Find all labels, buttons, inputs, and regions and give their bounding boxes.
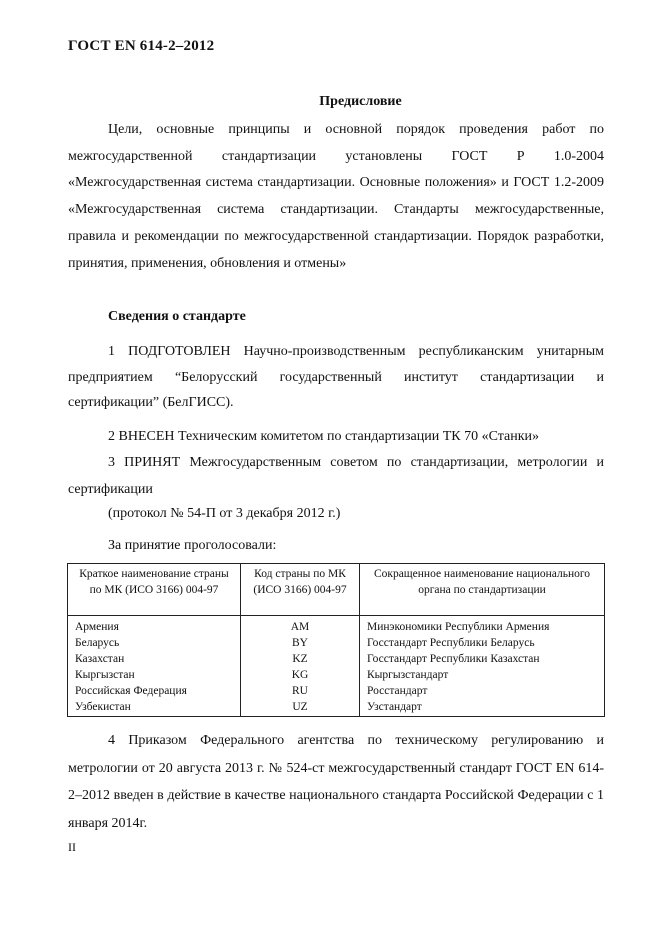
- country-name-cell: Российская Федерация: [68, 684, 241, 700]
- national-body-cell: Госстандарт Республики Беларусь: [360, 636, 605, 652]
- document-header: ГОСТ EN 614-2–2012: [68, 38, 215, 54]
- item-4-paragraph: 4 Приказом Федерального агентства по техническому регулированию и метрологии от 20 августа 2013 г. № 524-ст межгосударственный стандарт ГОСТ EN 614-2–2012 введен в действие в качестве национального стандарта Российской Федерации с 1 января 2014г.: [68, 733, 604, 832]
- table-row: [68, 668, 605, 684]
- table-row: [68, 700, 605, 717]
- table-row: [68, 684, 605, 700]
- national-body-cell: Минэкономики Республики Армения: [360, 616, 605, 637]
- country-name-cell: Беларусь: [68, 636, 241, 652]
- country-name-cell: Казахстан: [68, 652, 241, 668]
- page-number: II: [68, 840, 76, 854]
- voted-label: За принятие проголосовали:: [108, 538, 277, 553]
- national-body-cell: Госстандарт Республики Казахстан: [360, 652, 605, 668]
- header-country-name: Краткое наименование страны по МК (ИСО 3166) 004-97: [68, 564, 241, 616]
- intro-paragraph: Цели, основные принципы и основной порядок проведения работ по межгосударственной стандартизации установлены ГОСТ Р 1.0-2004 «Межгосударственная система стандартизации. Основные положения» и ГОСТ 1.2-2009 «Межгосударственная система стандартизации. Стандарты межгосударственные, правила и рекомендации по межгосударственной стандартизации. Порядок разработки, принятия, применения, обновления и отмены»: [68, 122, 604, 271]
- national-body-cell: Узстандарт: [360, 700, 605, 717]
- item-3-paragraph: 3 ПРИНЯТ Межгосударственным советом по стандартизации, метрологии и сертификации: [68, 455, 604, 497]
- national-body-cell: Росстандарт: [360, 684, 605, 700]
- table-header-row: [68, 564, 605, 616]
- subsection-title: Сведения о стандарте: [108, 309, 246, 324]
- header-country-code: Код страны по МК (ИСО 3166) 004-97: [241, 564, 360, 616]
- table-row: [68, 616, 605, 637]
- country-code-cell: BY: [241, 636, 360, 652]
- voting-table: [67, 563, 605, 717]
- item-2-paragraph: 2 ВНЕСЕН Техническим комитетом по стандартизации ТК 70 «Станки»: [108, 429, 540, 444]
- national-body-cell: Кыргызстандарт: [360, 668, 605, 684]
- item-1-paragraph: 1 ПОДГОТОВЛЕН Научно-производственным республиканским унитарным предприятием “Белорусский государственный институт стандартизации и сертификации” (БелГИСС).: [68, 344, 604, 410]
- table-row: [68, 636, 605, 652]
- country-code-cell: KG: [241, 668, 360, 684]
- country-name-cell: Узбекистан: [68, 700, 241, 717]
- table-row: [68, 652, 605, 668]
- country-code-cell: KZ: [241, 652, 360, 668]
- country-code-cell: AM: [241, 616, 360, 637]
- section-title: Предисловие: [319, 94, 402, 109]
- country-code-cell: UZ: [241, 700, 360, 717]
- country-code-cell: RU: [241, 684, 360, 700]
- protocol-line: (протокол № 54-П от 3 декабря 2012 г.): [108, 506, 341, 521]
- country-name-cell: Армения: [68, 616, 241, 637]
- country-name-cell: Кыргызстан: [68, 668, 241, 684]
- header-national-body: Сокращенное наименование национального органа по стандартизации: [360, 564, 605, 616]
